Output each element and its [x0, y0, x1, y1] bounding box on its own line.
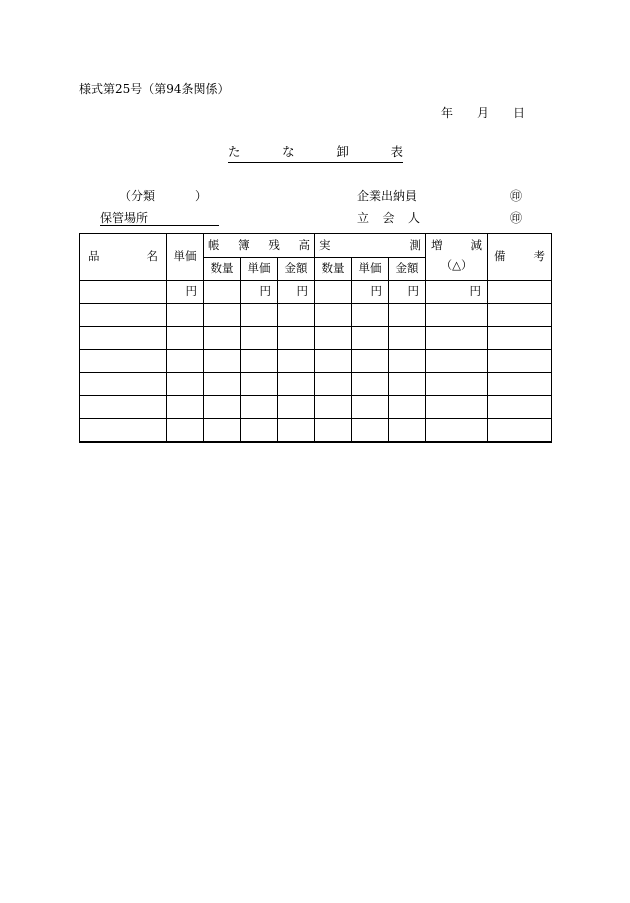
- table-cell[interactable]: [389, 419, 426, 443]
- yen-unit: 円: [185, 284, 197, 299]
- date-month-label: 月: [477, 106, 490, 120]
- table-cell[interactable]: [352, 327, 389, 350]
- header-decrease-note: （△）: [440, 258, 473, 272]
- witness-char: 会: [382, 211, 395, 225]
- table-cell[interactable]: [488, 327, 552, 350]
- table-cell[interactable]: [167, 327, 204, 350]
- table-cell[interactable]: [389, 327, 426, 350]
- table-cell[interactable]: [204, 327, 241, 350]
- table-cell[interactable]: [167, 396, 204, 419]
- table-cell[interactable]: [204, 350, 241, 373]
- table-cell[interactable]: [278, 327, 315, 350]
- table-cell[interactable]: [352, 350, 389, 373]
- table-cell[interactable]: [80, 350, 167, 373]
- header-actual-quantity: 数量: [315, 258, 352, 281]
- table-cell[interactable]: [315, 304, 352, 327]
- table-cell[interactable]: [315, 281, 352, 304]
- header-increase-decrease: [426, 234, 488, 281]
- document-title: [228, 146, 403, 163]
- table-cell[interactable]: [352, 281, 389, 304]
- table-cell[interactable]: [488, 419, 552, 443]
- table-cell[interactable]: [204, 419, 241, 443]
- title-char: 表: [390, 144, 403, 159]
- yen-unit: 円: [407, 284, 420, 299]
- header-item-name-char: 品: [88, 249, 100, 264]
- table-cell[interactable]: [352, 396, 389, 419]
- table-cell[interactable]: [389, 396, 426, 419]
- storage-location-field[interactable]: [100, 212, 219, 226]
- header-book-balance-char: 帳: [208, 237, 220, 252]
- table-cell[interactable]: [426, 350, 488, 373]
- header-actual-count: [315, 234, 426, 258]
- header-book-balance-char: 簿: [238, 237, 250, 252]
- table-cell[interactable]: [315, 396, 352, 419]
- title-char: 卸: [336, 144, 349, 159]
- table-cell[interactable]: [488, 304, 552, 327]
- table-cell[interactable]: [167, 281, 204, 304]
- table-cell[interactable]: [352, 419, 389, 443]
- header-book-amount: 金額: [278, 258, 315, 281]
- header-book-quantity: 数量: [204, 258, 241, 281]
- table-cell[interactable]: [315, 419, 352, 443]
- table-cell[interactable]: [167, 350, 204, 373]
- table-cell[interactable]: [426, 373, 488, 396]
- table-cell[interactable]: [426, 304, 488, 327]
- header-book-balance-char: 残: [268, 237, 280, 252]
- table-cell[interactable]: [80, 396, 167, 419]
- table-cell[interactable]: [204, 304, 241, 327]
- classification-label: （分類: [119, 189, 156, 203]
- header-actual-count-char: 実: [319, 237, 331, 252]
- date-year-label: 年: [441, 106, 454, 120]
- table-cell[interactable]: [389, 373, 426, 396]
- header-remarks-char: 考: [533, 249, 546, 264]
- storage-location-label: 保管場所: [100, 211, 149, 225]
- table-cell[interactable]: [80, 327, 167, 350]
- table-cell[interactable]: [426, 281, 488, 304]
- yen-unit: 円: [296, 284, 309, 299]
- header-remarks: [488, 234, 552, 281]
- yen-unit: 円: [259, 284, 271, 299]
- witness-char: 立: [357, 211, 370, 225]
- table-row: [80, 396, 552, 419]
- header-book-unit-price: 単価: [241, 258, 278, 281]
- table-cell[interactable]: [488, 396, 552, 419]
- witness-label: [357, 212, 420, 224]
- title-char: な: [282, 144, 295, 159]
- table-cell[interactable]: [241, 419, 278, 443]
- table-cell[interactable]: [488, 373, 552, 396]
- table-cell[interactable]: [241, 350, 278, 373]
- table-cell[interactable]: [278, 281, 315, 304]
- witness-seal-mark: ㊞: [510, 211, 523, 225]
- header-remarks-char: 備: [494, 249, 506, 264]
- table-cell[interactable]: [241, 327, 278, 350]
- table-cell[interactable]: [167, 373, 204, 396]
- header-unit-price: 単価: [167, 234, 204, 281]
- table-cell[interactable]: [389, 304, 426, 327]
- classification-close: ）: [195, 189, 208, 203]
- table-cell[interactable]: [167, 304, 204, 327]
- table-cell[interactable]: [278, 373, 315, 396]
- clerk-seal-mark: ㊞: [510, 189, 523, 203]
- header-book-balance-char: 高: [298, 237, 311, 252]
- table-cell[interactable]: [278, 419, 315, 443]
- yen-unit: 円: [469, 284, 482, 299]
- table-cell[interactable]: [315, 373, 352, 396]
- table-row: [80, 304, 552, 327]
- table-cell[interactable]: [426, 419, 488, 443]
- table-cell[interactable]: [241, 304, 278, 327]
- header-book-balance: [204, 234, 315, 258]
- header-item-name: [80, 234, 167, 281]
- header-actual-amount: 金額: [389, 258, 426, 281]
- table-row: [80, 327, 552, 350]
- table-cell[interactable]: [352, 373, 389, 396]
- table-cell[interactable]: [315, 350, 352, 373]
- table-cell[interactable]: [204, 373, 241, 396]
- table-cell[interactable]: [389, 281, 426, 304]
- header-increase-decrease-char: 増: [431, 238, 443, 252]
- table-cell[interactable]: [488, 281, 552, 304]
- table-cell[interactable]: [426, 327, 488, 350]
- table-cell[interactable]: [241, 396, 278, 419]
- table-cell[interactable]: [389, 350, 426, 373]
- table-cell[interactable]: [167, 419, 204, 443]
- table-cell[interactable]: [204, 281, 241, 304]
- table-cell[interactable]: [278, 396, 315, 419]
- header-actual-unit-price: 単価: [352, 258, 389, 281]
- witness-char: 人: [407, 211, 420, 225]
- title-char: た: [228, 144, 241, 159]
- clerk-label: 企業出納員: [357, 189, 418, 203]
- form-number: 様式第25号（第94条関係）: [79, 82, 230, 96]
- table-cell[interactable]: [204, 396, 241, 419]
- inventory-table: [79, 233, 552, 443]
- table-cell[interactable]: [241, 373, 278, 396]
- table-row: [80, 373, 552, 396]
- table-cell[interactable]: [352, 304, 389, 327]
- table-cell[interactable]: [278, 350, 315, 373]
- table-row: [80, 419, 552, 443]
- date-day-label: 日: [513, 106, 526, 120]
- table-row: [80, 281, 552, 304]
- table-cell[interactable]: [80, 304, 167, 327]
- table-cell[interactable]: [80, 373, 167, 396]
- header-increase-decrease-char: 減: [470, 238, 483, 252]
- yen-unit: 円: [370, 284, 383, 299]
- header-actual-count-char: 測: [409, 237, 422, 252]
- table-cell[interactable]: [488, 350, 552, 373]
- header-item-name-char: 名: [146, 249, 158, 264]
- table-cell[interactable]: [80, 281, 167, 304]
- table-cell[interactable]: [278, 304, 315, 327]
- table-cell[interactable]: [315, 327, 352, 350]
- table-cell[interactable]: [80, 419, 167, 443]
- table-cell[interactable]: [241, 281, 278, 304]
- table-cell[interactable]: [426, 396, 488, 419]
- table-row: [80, 350, 552, 373]
